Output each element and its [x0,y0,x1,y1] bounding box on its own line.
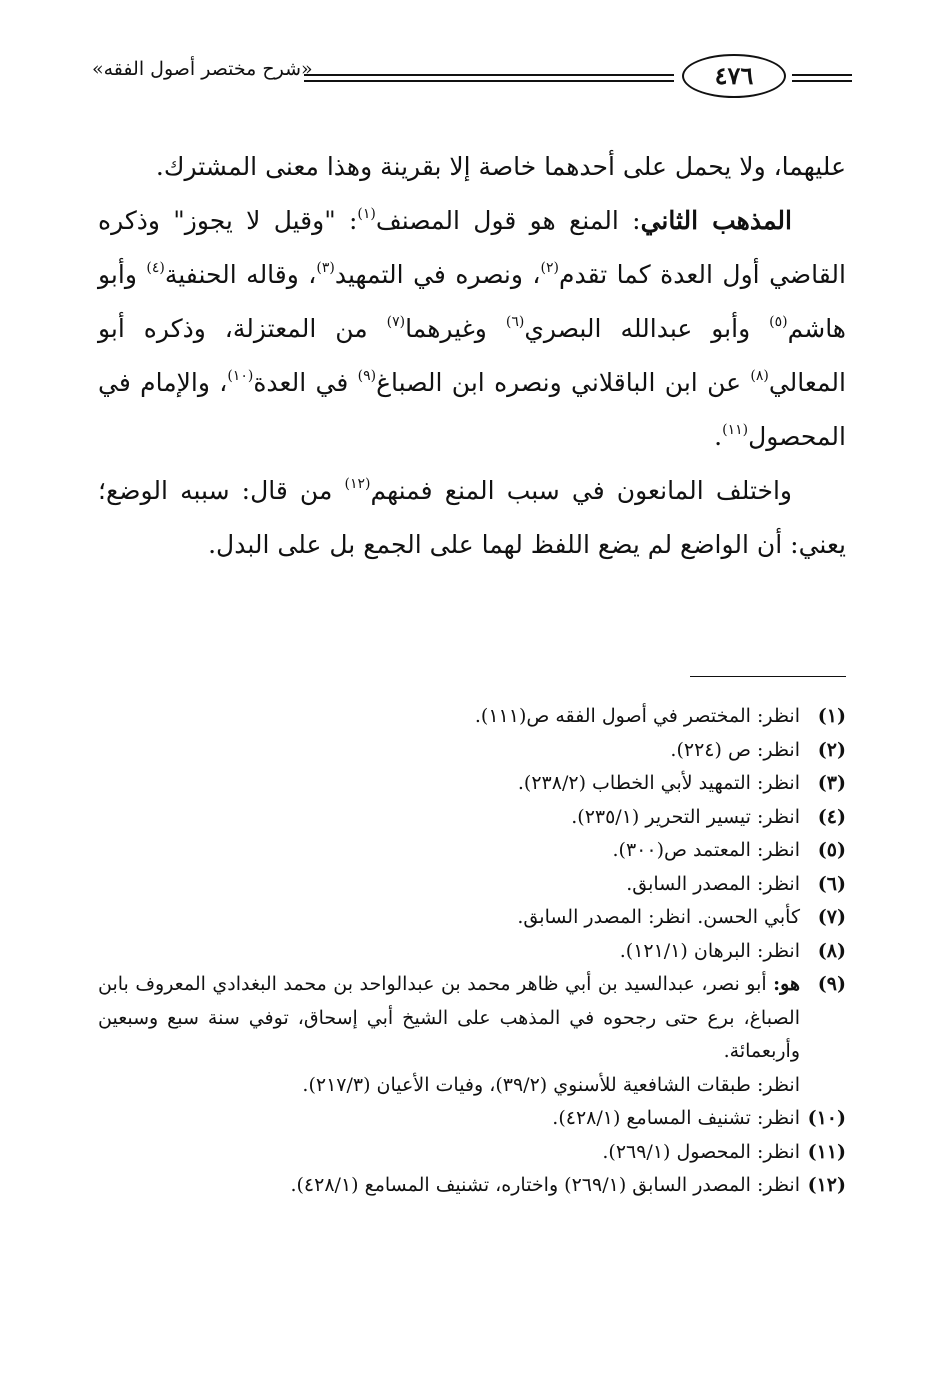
footnote-ref-1[interactable]: (١) [357,206,376,222]
footnote-text-run: أبو نصر، عبدالسيد بن أبي ظاهر محمد بن عبدالواحد بن محمد البغدادي المعروف بابن الصباغ، برع حتى رجحوه في المذهب على الشيخ أبي إسحاق، توفي سنة سبع وسبعين وأربعمائة. [98,973,800,1062]
header-rule-right-top [792,74,852,76]
footnote-number: (٤) [817,805,846,828]
footnote-number: (٧) [817,906,846,928]
footnote-2 [98,734,846,768]
footnote-text: انظر: المختصر في أصول الفقه ص(١١١). [474,705,800,727]
text-run: ، والإمام في المحصول [98,368,846,451]
footnote-ref-11[interactable]: (١١) [722,422,749,438]
page-number: ٤٧٦ [682,54,786,98]
footnote-text: كأبي الحسن. انظر: المصدر السابق. [517,906,800,928]
footnote-ref-7[interactable]: (٧) [386,314,406,330]
footnote-ref-4[interactable]: (٤) [146,260,165,276]
footnote-number: (٣) [817,772,846,794]
footnote-text: انظر: المحصول (٢٦٩/١). [602,1140,800,1163]
footnote-lead: هو: [773,973,800,995]
text-run: ، وقاله الحنفية [164,260,317,289]
text-run: وأبو هاشم [98,260,846,343]
footnote-number: (١٠) [807,1107,846,1129]
footnote-number: (٥) [817,839,846,861]
footnotes [98,700,846,1203]
footnote-text: انظر: تشنيف المسامع (٤٢٨/١). [552,1107,800,1129]
paragraph-3 [98,464,846,572]
footnote-number: (١١) [807,1140,846,1163]
footnote-text: انظر: المعتمد ص(٣٠٠). [612,839,800,861]
footnote-number: (٦) [817,872,846,895]
footnote-1 [98,700,846,734]
main-text [98,140,846,572]
footnote-6 [98,868,846,902]
footnote-7 [98,901,846,935]
footnote-11 [98,1136,846,1170]
footnote-text: انظر: المصدر السابق. [626,872,800,895]
footnote-4 [98,801,846,835]
footnote-separator [690,676,846,677]
footnote-text [98,968,800,1069]
footnote-text: انظر: ص (٢٢٤). [670,738,800,761]
footnote-ref-9[interactable]: (٩) [357,368,377,384]
footnote-number: (٨) [817,939,846,962]
text-run: من المعتزلة، وذكره أبو المعالي [98,314,846,397]
footnote-ref-6[interactable]: (٦) [505,314,525,330]
footnote-5 [98,834,846,868]
text-run: . [714,422,723,451]
header-rule-left-top [304,74,674,76]
section-heading: المذهب الثاني [640,206,792,235]
paragraph-2 [98,194,846,464]
text-run: وأبو عبدالله البصري [524,314,770,343]
text-run: : "وقيل لا يجوز" وذكره القاضي أول العدة كما تقدم [98,206,846,289]
footnote-text: انظر: المصدر السابق (٢٦٩/١) واختاره، تشنيف المسامع (٤٢٨/١). [290,1174,800,1196]
footnote-ref-8[interactable]: (٨) [750,368,769,384]
header-rule-right-bottom [792,80,852,82]
footnote-number: (١) [817,705,846,727]
text-run: من قال: سببه الوضع؛ يعني: أن الواضع لم يضع اللفظ لهما على الجمع بل على البدل. [98,476,846,559]
footnote-12 [98,1169,846,1203]
footnote-3 [98,767,846,801]
footnote-ref-12[interactable]: (١٢) [344,476,371,492]
text-run: : المنع هو قول المصنف [375,206,641,235]
header-rule-left-bottom [304,80,674,82]
footnote-text: انظر: تيسير التحرير (٢٣٥/١). [571,805,800,828]
footnote-ref-2[interactable]: (٢) [540,260,559,276]
footnote-9-references: انظر: طبقات الشافعية للأسنوي (٣٩/٢)، وفيات الأعيان (٢١٧/٣). [302,1073,800,1096]
page-header [92,44,852,114]
footnote-number: (١٢) [807,1174,846,1196]
book-title: «شرح مختصر أصول الفقه» [92,58,313,80]
footnote-ref-10[interactable]: (١٠) [227,368,254,384]
footnote-text: انظر: التمهيد لأبي الخطاب (٢٣٨/٢). [517,772,800,794]
text-run: وغيرهما [405,314,506,343]
text-run: ، ونصره في التمهيد [334,260,541,289]
paragraph-1: عليهما، ولا يحمل على أحدهما خاصة إلا بقرينة وهذا معنى المشترك. [155,152,846,181]
footnote-8 [98,935,846,969]
footnote-10 [98,1102,846,1136]
text-run: في العدة [253,368,358,397]
footnote-9 [98,968,846,1069]
footnote-number: (٩) [817,973,846,995]
footnote-text: انظر: البرهان (١٢١/١). [619,939,800,962]
text-run: عن ابن الباقلاني ونصره ابن الصباغ [376,368,751,397]
text-run: واختلف المانعون في سبب المنع فمنهم [370,476,792,505]
footnote-number: (٢) [817,738,846,761]
footnote-ref-5[interactable]: (٥) [769,314,788,330]
footnote-ref-3[interactable]: (٣) [316,260,335,276]
